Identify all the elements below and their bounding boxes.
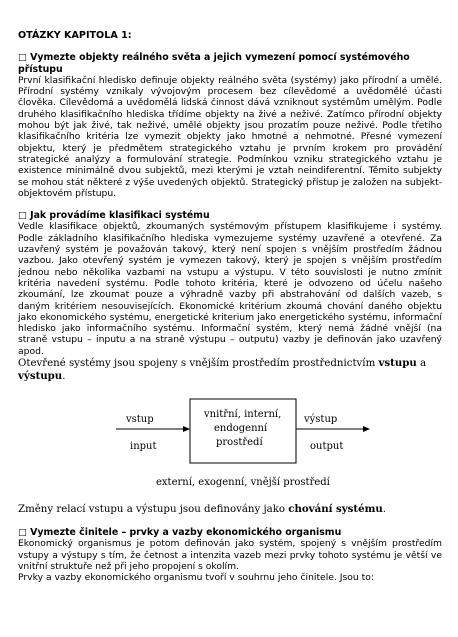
input-label-en: input (130, 441, 157, 453)
question-heading-2: □ Jak provádíme klasifikaci systému (18, 210, 210, 222)
box-label-line3: prostředí (216, 437, 263, 449)
chapter-title: OTÁZKY KAPITOLA 1: (18, 30, 132, 41)
output-label-en: output (310, 441, 344, 453)
answer-paragraph-3b: Prvky a vazby ekonomického organismu tvoří v souhrnu jeho činitele. Jsou to: (18, 572, 374, 584)
answer-paragraph-2: Vedle klasifikace objektů, zkoumaných systémovým přístupem klasifikujeme i systémy. Podle základního klasifikačního hlediska vymezujeme systémy uzavřené a otevřené. Za uzavřený systém je považován takový, který není spojen s vnějším prostředím žádnou vazbou. Jako otevřený systém je vymezen takový, který je spojen s vnějším prostředím jednou nebo několika vazbami na vstupu a výstupu. V této souvislosti je nutno zmínit kritéria navedení systému. Podle tohoto kritéria, které je odvozeno od účelu našeho zkoumání, lze zkoumat pouze a výhradně vazby při abstrahování od dalších vazeb, s daným kritériem nesouvisejících. Ekonomické kritérium zkoumá chování daného objektu jako ekonomického systému, energetické kriterium jako energetického systému, informační hledisko jako informačního systému. Informační systém, který nemá žádné vnější (na straně vstupu – inputu a na straně výstupu – outputu) vazby je definován jako uzavřený apod. (18, 221, 442, 357)
system-diagram (18, 389, 442, 499)
spacer (18, 199, 442, 210)
diagram-caption-bottom: Změny relací vstupu a výstupu jsou definovány jako chování systému. (18, 503, 387, 516)
question-heading-3: □ Vymezte činitele – prvky a vazby ekonomického organismu (18, 527, 342, 539)
output-label-cz: výstup (304, 414, 338, 426)
spacer (18, 516, 442, 527)
box-label-line1: vnitřní, interní, (204, 409, 282, 421)
answer-paragraph-1: První klasifikační hledisko definuje objekty reálného světa (systémy) jako přírodní a umělé. Přírodní systémy vznikaly vývojovým procesem bez cílevědomé a uvědomělé účasti člověka. Cílevědomá a uvědomělá lidská činnost dává vzniknout systémům umělým. Podle druhého klasifikačního hlediska třídíme objekty na živé a neživé. Zatímco přírodní objekty mohou být jak živé, tak neživé, umělé objekty jsou prozatím pouze neživé. Podle třetího klasifikačního kritéria lze vymezit objekty jako hmotné a nehmotné. Přesné vymezení objektu, který je předmětem strategického vztahu je prvním krokem pro provádění strategické analýzy a formulování strategie. Podmínkou vzniku strategického vztahu je existence minimálně dvou subjektů, mezi kterými je vztah neindiferentní. Těmito subjekty se mohou stát některé z výše uvedených objektů. Strategický přístup je založen na subjekt-objektovém přístupu. (18, 74, 442, 199)
system-diagram-svg (18, 389, 442, 499)
input-arrowhead (183, 426, 190, 432)
answer-paragraph-3a: Ekonomický organismus je potom definován jako systém, spojený s vnějším prostředím vstupy a výstupy s tím, že četnost a intenzita vazeb mezi prvky tohoto systému je větší ve vnitřní struktuře než při jeho propojení s okolím. (18, 538, 442, 572)
diagram-caption-top: Otevřené systémy jsou spojeny s vnějším prostředím prostřednictvím vstupu a výstupu. (18, 357, 427, 383)
document-page (18, 30, 442, 584)
box-label-line2: endogenní (214, 423, 268, 435)
input-label-cz: vstup (126, 414, 154, 426)
outer-environment-label: externí, exogenní, vnější prostředí (156, 477, 330, 489)
question-heading-1: □ Vymezte objekty reálného světa a jejich vymezení pomocí systémového přístupu (18, 52, 410, 75)
output-arrowhead (363, 426, 370, 432)
